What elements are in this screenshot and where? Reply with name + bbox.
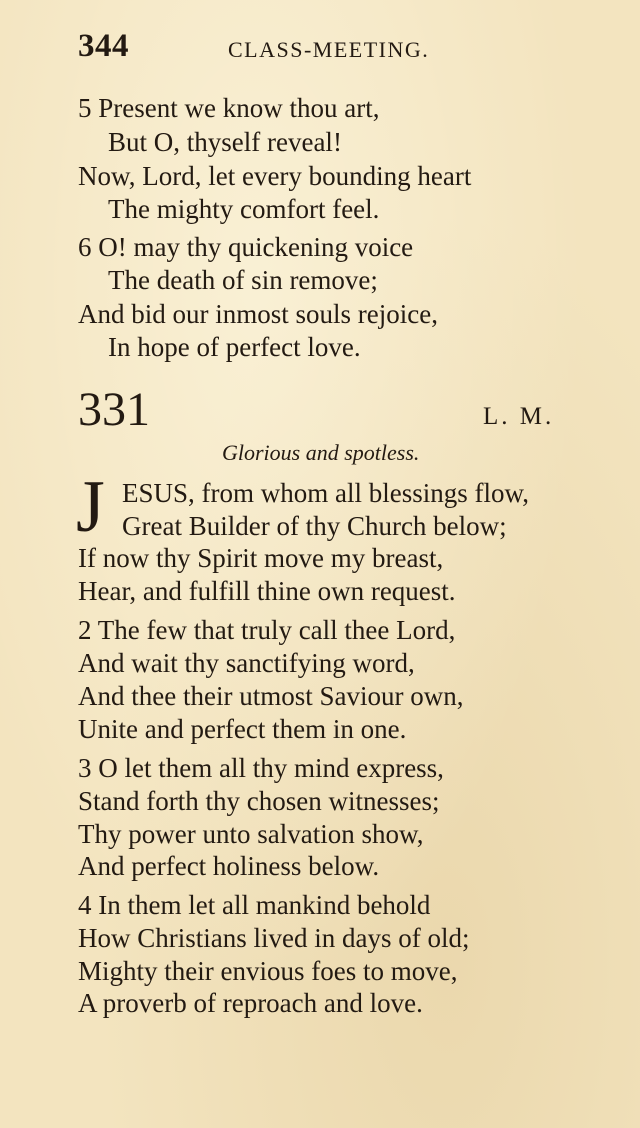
stanza-6-line-3: And bid our inmost souls rejoice, <box>78 299 438 329</box>
stanza-5-line-1: 5 Present we know thou art, <box>78 93 380 123</box>
stanza-2-line-3: And thee their utmost Saviour own, <box>78 681 464 711</box>
hymn-meter: L. M. <box>483 403 555 430</box>
stanza-6-line-4: In hope of perfect love. <box>108 332 361 362</box>
stanza-4-line-1: 4 In them let all mankind behold <box>78 890 431 920</box>
stanza-6-line-1: 6 O! may thy quickening voice <box>78 232 414 262</box>
stanza-5-line-2: But O, thyself reveal! <box>108 127 342 157</box>
stanza-3-line-2: Stand forth thy chosen witnesses; <box>78 786 440 816</box>
stanza-2-line-4: Unite and perfect them in one. <box>78 714 407 744</box>
stanza-5-line-4: The mighty comfort feel. <box>108 194 380 224</box>
stanza-5-line-3: Now, Lord, let every bounding heart <box>78 161 472 191</box>
stanza-1-line-2: Great Builder of thy Church below; <box>122 511 507 541</box>
page-header <box>78 28 468 72</box>
stanza-3-line-3: Thy power unto salvation show, <box>78 819 424 849</box>
stanza-3-line-4: And perfect holiness below. <box>78 851 380 881</box>
stanza-1-line-3: If now thy Spirit move my breast, <box>78 543 444 573</box>
stanza-4-line-2: How Christians lived in days of old; <box>78 923 470 953</box>
stanza-1-line-1: ESUS, from whom all blessings flow, <box>122 478 529 508</box>
page-number: 344 <box>78 28 129 64</box>
stanza-4-line-4: A proverb of reproach and love. <box>78 988 423 1018</box>
stanza-6-line-2: The death of sin remove; <box>108 265 378 295</box>
hymn-subtitle: Glorious and spotless. <box>222 440 420 465</box>
stanza-1-line-4: Hear, and fulfill thine own request. <box>78 576 456 606</box>
stanza-3-line-1: 3 O let them all thy mind express, <box>78 753 444 783</box>
running-title: CLASS-MEETING. <box>228 37 430 62</box>
drop-cap: J <box>76 466 105 548</box>
hymn-number: 331 <box>78 383 150 436</box>
stanza-2-line-2: And wait thy sanctifying word, <box>78 648 415 678</box>
stanza-2-line-1: 2 The few that truly call thee Lord, <box>78 615 456 645</box>
stanza-4-line-3: Mighty their envious foes to move, <box>78 956 458 986</box>
